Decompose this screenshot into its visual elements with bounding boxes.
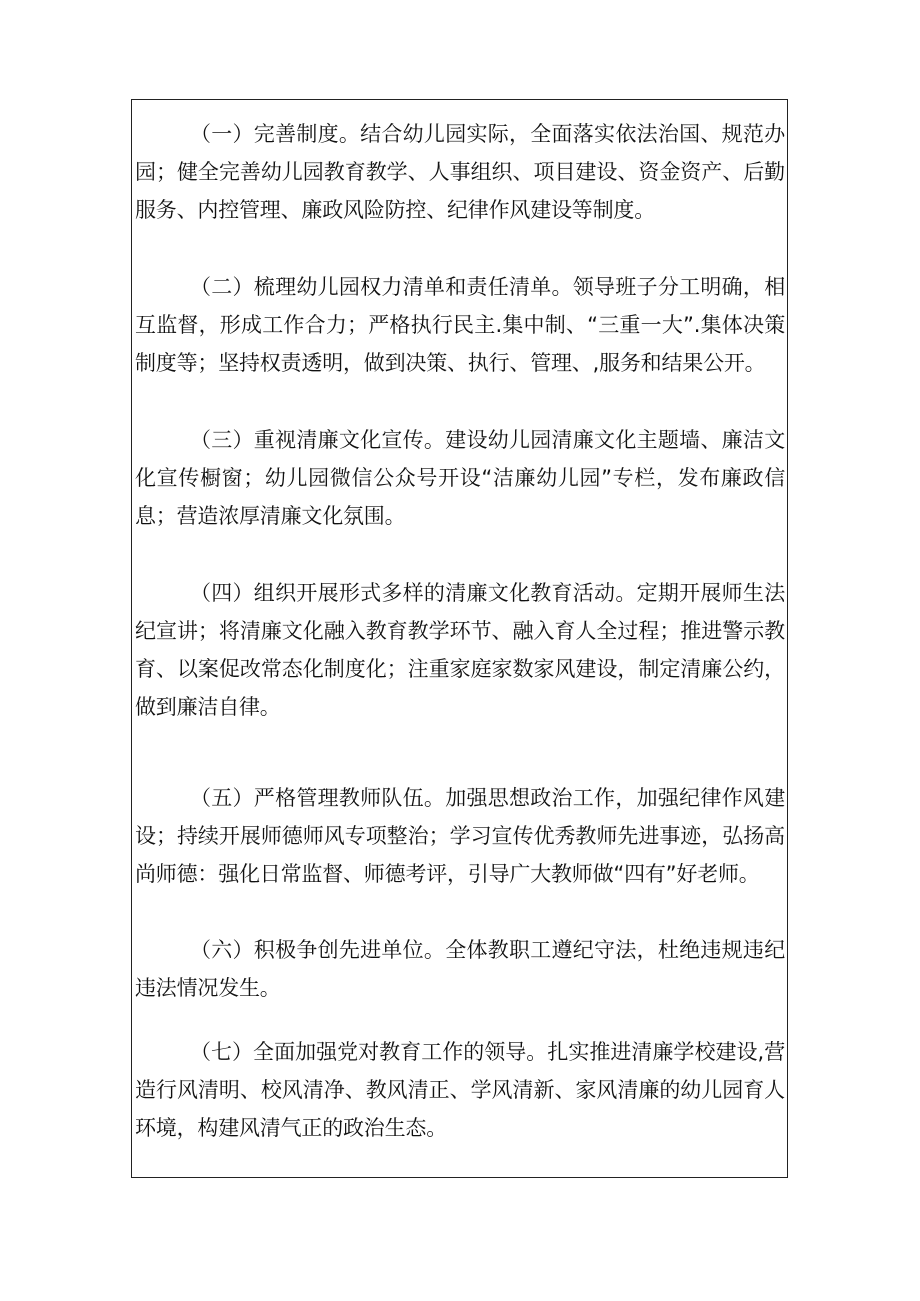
- paragraph-3: （三）重视清廉文化宣传。建设幼儿园清廉文化主题墙、廉洁文化宣传橱窗；幼儿园微信公众号开设“洁廉幼儿园”专栏，发布廉政信息；营造浓厚清廉文化氛围。: [135, 428, 785, 528]
- paragraph-4: （四）组织开展形式多样的清廉文化教育活动。定期开展师生法纪宣讲；将清廉文化融入教育教学环节、融入育人全过程；推进警示教育、以案促改常态化制度化；注重家庭家数家风建设，制定清廉公约，做到廉洁自律。: [135, 581, 785, 719]
- paragraph-7: （七）全面加强党对教育工作的领导。扎实推进清廉学校建设,营造行风清明、校风清净、教风清正、学风清新、家风清廉的幼儿园育人环境，构建风清气正的政治生态。: [135, 1040, 785, 1140]
- paragraph-1: （一）完善制度。结合幼儿园实际，全面落实依法治国、规范办园；健全完善幼儿园教育教学、人事组织、项目建设、资金资产、后勤服务、内控管理、廉政风险防控、纪律作风建设等制度。: [135, 122, 785, 222]
- document-frame: [131, 99, 788, 1178]
- paragraph-6: （六）积极争创先进单位。全体教职工遵纪守法，杜绝违规违纪违法情况发生。: [135, 938, 785, 1000]
- paragraph-5: （五）严格管理教师队伍。加强思想政治工作，加强纪律作风建设；持续开展师德师风专项整治；学习宣传优秀教师先进事迹，弘扬高尚师德：强化日常监督、师德考评，引导广大教师做“四有”好老师。: [135, 786, 785, 886]
- paragraph-2: （二）梳理幼儿园权力清单和责任清单。领导班子分工明确，相互监督，形成工作合力；严格执行民主.集中制、“三重一大”.集体决策制度等；坚持权责透明，做到决策、执行、管理、,服务和结果公开。: [135, 275, 785, 375]
